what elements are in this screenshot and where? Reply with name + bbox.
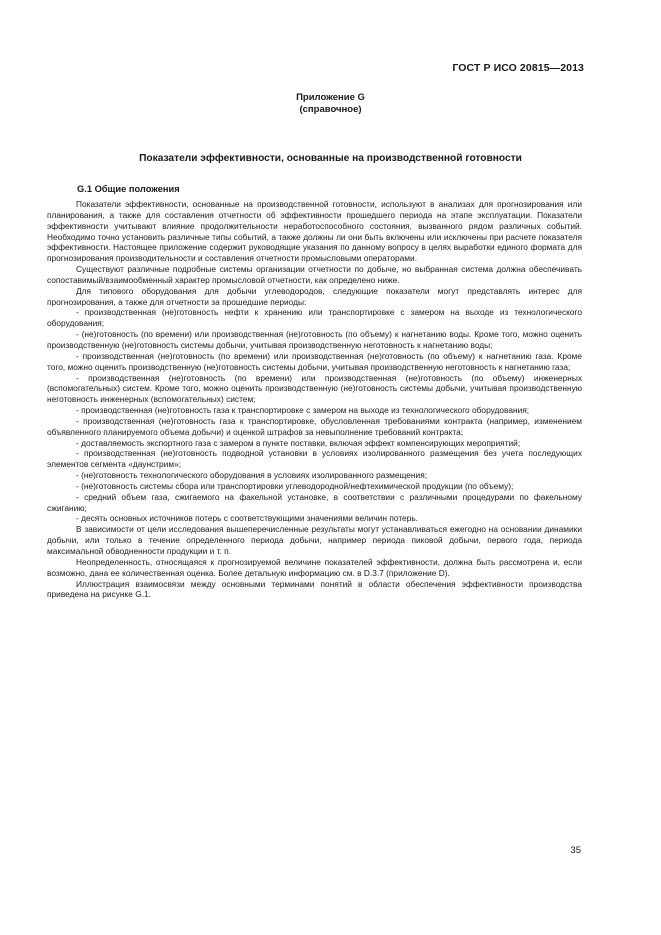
standard-code: ГОСТ Р ИСО 20815—2013 (452, 62, 584, 74)
list-item: - доставляемость экспортного газа с замером в пункте поставки, включая эффект компенсирующих мероприятий; (76, 437, 521, 448)
list-item: - производственная (не)готовность газа к транспортировке с замером на выходе из технологического оборудования; (76, 405, 530, 416)
paragraph: Существуют различные подробные системы организации отчетности по добыче, но выбранная система должна обеспечивать сопоставимый/взаимообменный характер промысловой отчетности, как определено ниже. (47, 264, 582, 285)
body-text (47, 199, 582, 600)
annex-label-block (0, 92, 661, 116)
section-heading: G.1 Общие положения (77, 184, 180, 194)
list-item: - десять основных источников потерь с соответствующими значениями величин потерь. (76, 513, 418, 524)
list-item: - производственная (не)готовность газа к транспортировке, обусловленная требованиями контракта (например, изменением объявленного планируемого объема добычи) и оценкой штрафов за невыполнение требований контракта; (47, 415, 582, 437)
paragraph: Иллюстрация взаимосвязи между основными терминами понятий в области обеспечения эффективности производства приведена на рисунке G.1. (47, 578, 582, 600)
list-item: - (не)готовность (по времени) или производственная (не)готовность (по объему) к нагнетанию воды. Кроме того, можно оценить производственную (не)готовность системы добычи, учитывая производственную неготовность к нагнетанию воды; (47, 329, 582, 350)
list-item: - (не)готовность технологического оборудования в условиях изолированного размещения; (76, 470, 428, 481)
paragraph: Показатели эффективности, основанные на производственной готовности, используют в анализах для прогнозирования или планирования, а также для составления отчетности об эффективности прошедшего периода на этапе эксплуатации. Показатели эффективности учитывают влияние продолжительности неработоспособного состояния, вызванного рядом различных событий. Необходимо точно установить различные типы событий, а также должны ли они быть включены или исключены при расчете показателя эффективности. Настоящее приложение содержит руководящие указания по данному вопросу в целях выработки единого формата для прогнозирования производительности и составления отчетности промысловыми операторами. (47, 199, 582, 264)
page-number: 35 (570, 845, 581, 856)
paragraph: Неопределенность, относящаяся к прогнозируемой величине показателей эффективности, должна быть рассмотрена и, если возможно, дана ее количественная оценка. Более детальную информацию см. в D.3.7 (приложение D). (47, 556, 582, 578)
paragraph: Для типового оборудования для добычи углеводородов, следующие показатели могут представлять интерес для прогнозирования, а также для отчетности за прошедшие периоды: (47, 285, 582, 307)
list-item: - производственная (не)готовность нефти к хранению или транспортировке с замером на выходе из технологического оборудования; (47, 307, 582, 329)
annex-kind: (справочное) (299, 104, 362, 115)
annex-label: Приложение G (296, 92, 365, 103)
list-item: - средний объем газа, сжигаемого на факельной установке, в соответствии с различными процедурами по факельному сжиганию; (47, 491, 582, 513)
list-item: - производственная (не)готовность (по времени) или производственная (не)готовность (по объему) к нагнетанию газа. Кроме того, можно оценить производственную (не)готовность системы добычи, учитывая производственную неготовность к нагнетанию газа; (47, 350, 582, 372)
paragraph: В зависимости от цели исследования вышеперечисленные результаты могут устанавливаться ежегодно на основании динамики добычи, или только в течение определенного периода добычи, например периода пиковой добычи, первого года, периода максимальной обводненности продукции и т. п. (47, 524, 582, 556)
list-item: - производственная (не)готовность подводной установки в условиях изолированного размещения без учета последующих элементов сегмента «даунстрим»; (47, 448, 582, 470)
annex-title: Показатели эффективности, основанные на производственной готовности (139, 153, 522, 164)
list-item: - производственная (не)готовность (по времени) или производственная (не)готовность (по объему) инженерных (вспомогательных) систем. Кроме того, можно оценить производственную (не)готовность системы добычи, учитывая производственную неготовность инженерных (вспомогательных) систем; (47, 372, 582, 405)
list-item: - (не)готовность системы сбора или транспортировки углеводородной/нефтехимической продукции (по объему); (76, 480, 514, 491)
